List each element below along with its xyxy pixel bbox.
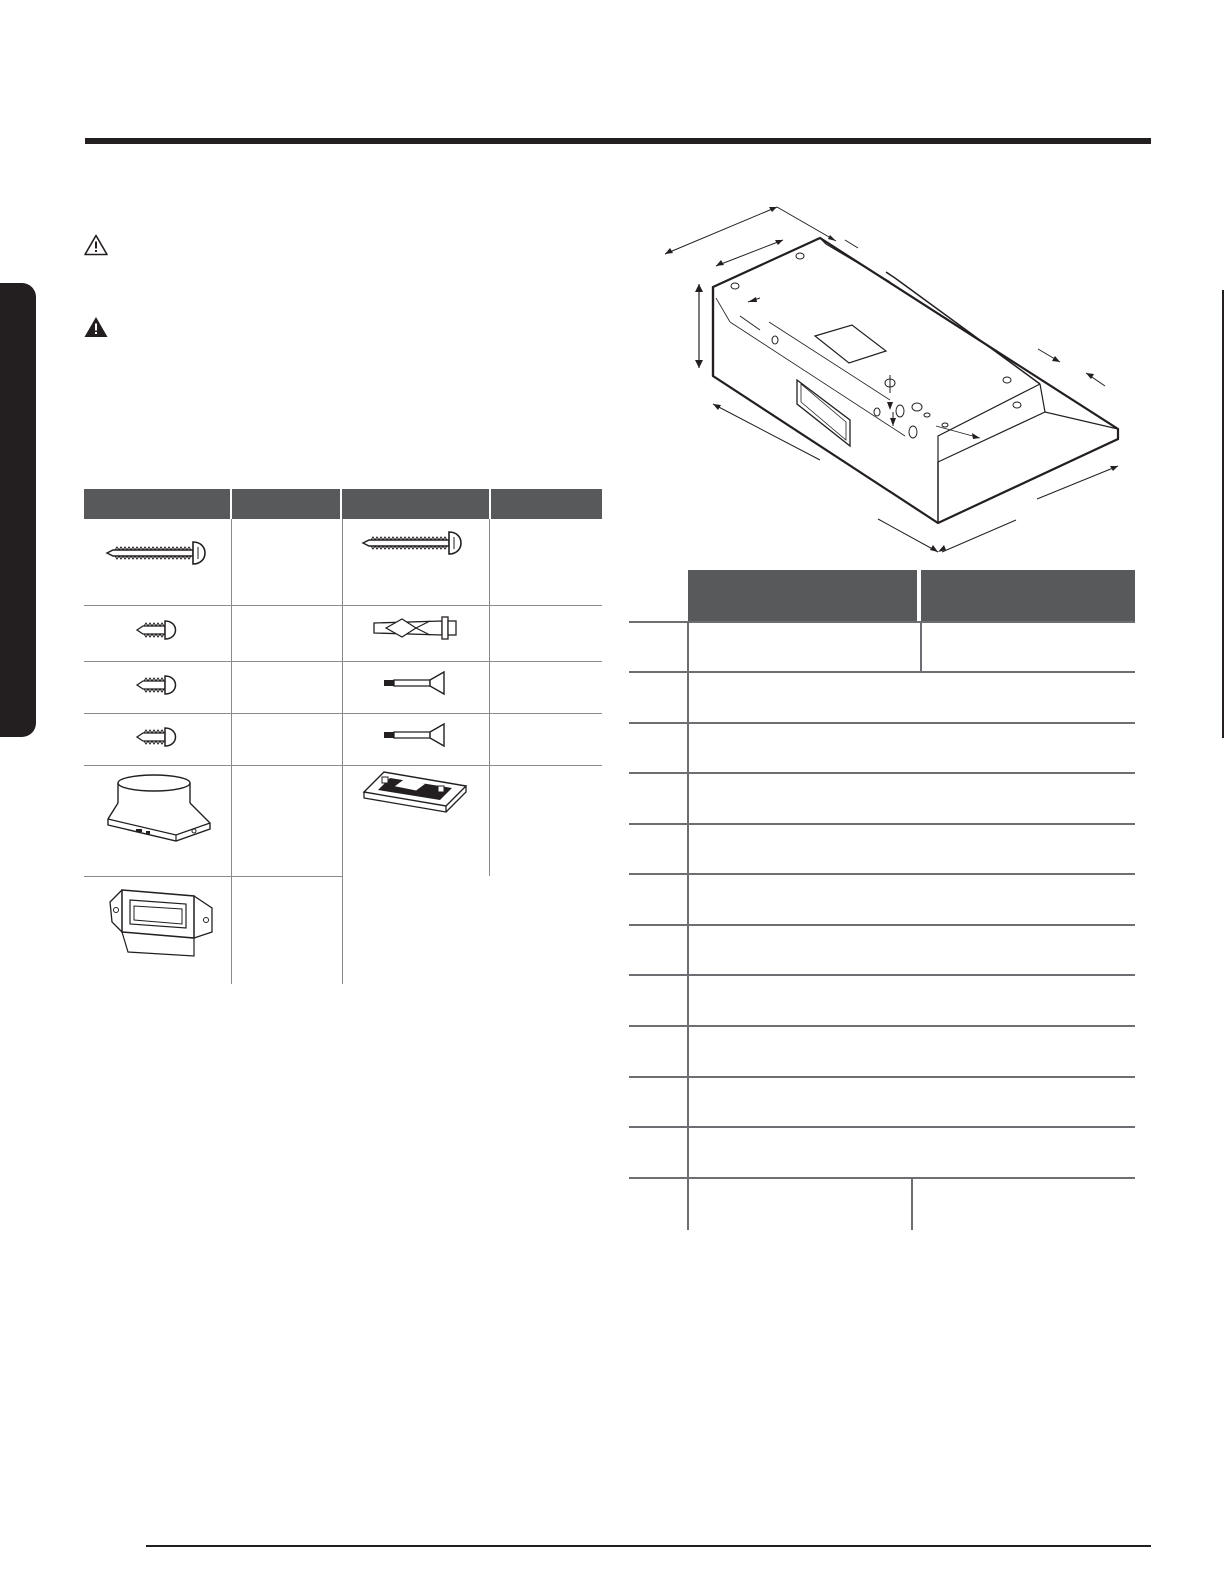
short-screw-icon xyxy=(135,725,181,754)
footer-rule xyxy=(146,1545,1151,1547)
parts-header-cell-1 xyxy=(84,489,230,519)
parts-header-cell-4 xyxy=(491,489,602,519)
parts-header-cell-3 xyxy=(342,489,489,519)
dimensions-row-divider xyxy=(629,1025,1135,1027)
parts-row-divider xyxy=(84,713,602,714)
parts-col-divider xyxy=(489,519,490,876)
dimensions-row-divider xyxy=(629,873,1135,875)
range-hood-diagram xyxy=(652,200,1132,565)
parts-col-divider xyxy=(231,519,232,984)
parts-row-divider xyxy=(84,876,342,877)
dimensions-row-divider xyxy=(629,974,1135,976)
dimensions-col-divider xyxy=(911,1177,913,1230)
parts-row-divider xyxy=(84,765,602,766)
parts-col-divider xyxy=(342,519,343,984)
toggle-bolt-icon xyxy=(382,722,452,753)
short-screw-icon xyxy=(135,618,181,647)
toggle-bolt-icon xyxy=(382,670,452,701)
dimensions-row-divider xyxy=(629,621,1135,623)
parts-row-divider xyxy=(84,605,602,606)
long-screw-icon xyxy=(105,538,210,573)
section-tab xyxy=(0,283,36,737)
dimensions-header-cell-2 xyxy=(921,570,1135,621)
short-screw-icon xyxy=(135,673,181,702)
dimensions-row-divider xyxy=(629,1177,1135,1179)
rectangular-duct-adapter-icon xyxy=(108,882,218,967)
dimensions-row-divider xyxy=(629,772,1135,774)
dimensions-row-divider xyxy=(629,1076,1135,1078)
dimensions-row-divider xyxy=(629,1126,1135,1128)
dimensions-row-divider xyxy=(629,671,1135,673)
page-edge-marker xyxy=(1222,290,1224,738)
damper-bracket-icon xyxy=(362,768,472,823)
dimensions-col-divider xyxy=(920,621,922,671)
header-rule xyxy=(85,138,1151,144)
dimensions-row-divider xyxy=(629,924,1135,926)
caution-icon xyxy=(84,234,108,261)
dimensions-header-cell-1 xyxy=(688,570,917,621)
dimensions-row-divider xyxy=(629,823,1135,825)
dimensions-col-divider xyxy=(687,621,689,1230)
parts-row-divider xyxy=(84,661,602,662)
wall-anchor-icon xyxy=(372,613,462,648)
warning-icon xyxy=(84,316,108,343)
parts-header-cell-2 xyxy=(232,489,340,519)
dimensions-row-divider xyxy=(629,722,1135,724)
long-screw-icon xyxy=(361,528,466,563)
round-duct-adapter-icon xyxy=(106,771,218,848)
